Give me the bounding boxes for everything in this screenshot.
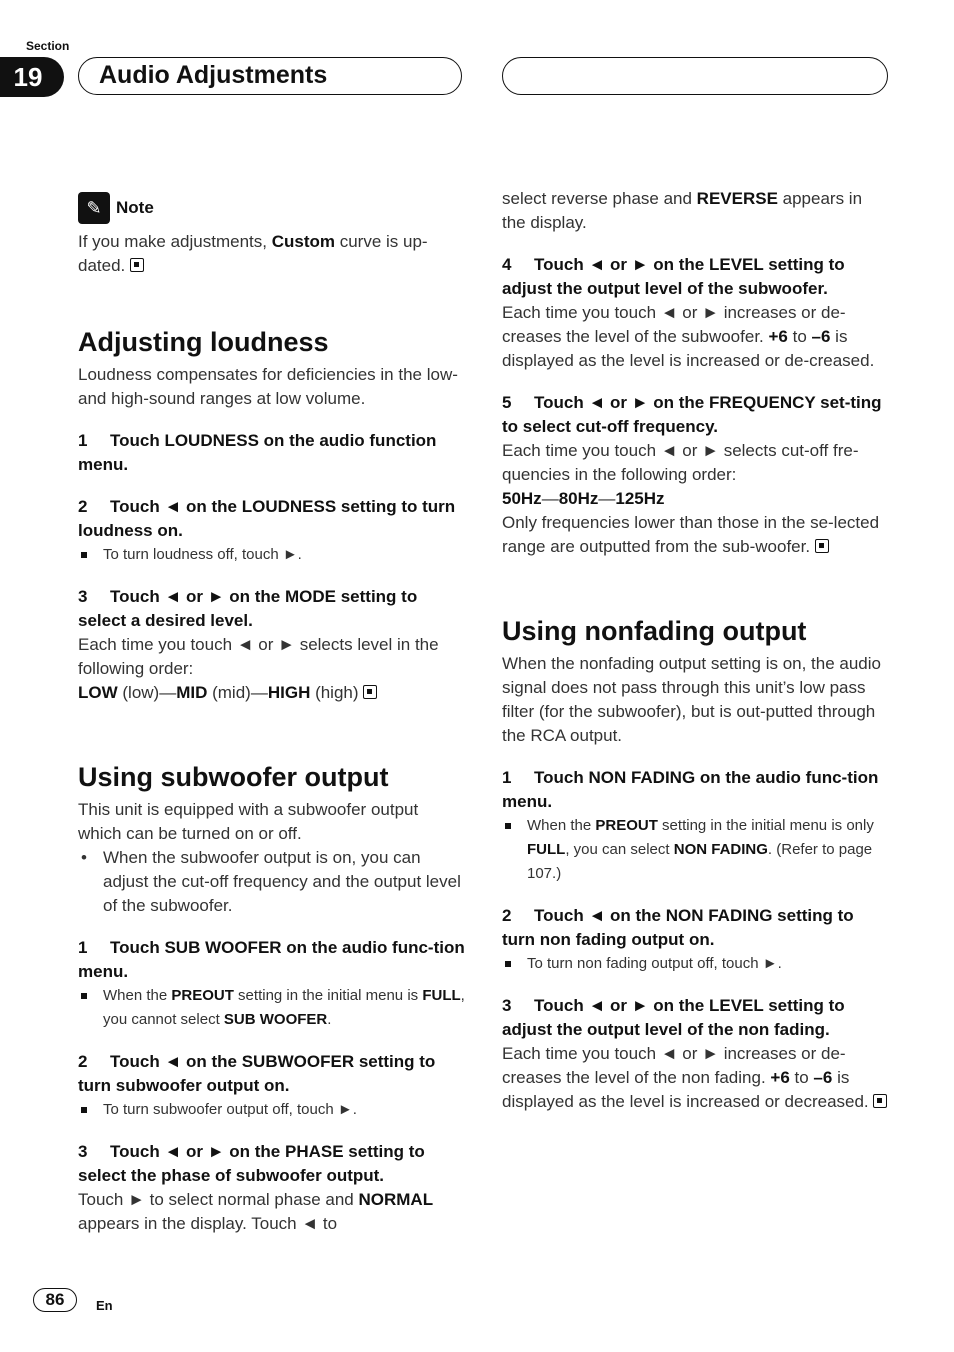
note-part: setting in the initial menu is (233, 987, 423, 1004)
body-part-bold: NORMAL (358, 1190, 434, 1209)
right-column (502, 187, 890, 1114)
freq-125: 125Hz (615, 489, 665, 508)
subwoofer-step-2 (78, 1050, 466, 1098)
loudness-step-2-bullet: To turn loudness off, touch ►. (78, 543, 466, 567)
freq-separator: — (541, 489, 559, 508)
note-part-bold: SUB WOOFER (223, 1011, 328, 1028)
nonfading-step-3 (502, 994, 890, 1042)
body-part: Each time you touch ◄ or ► increases or de-creases the level of the non fading. (502, 1044, 846, 1087)
language-label: En (96, 1298, 113, 1313)
note-part-bold: FULL (527, 841, 566, 858)
note-part: . (Refer to page 107.) (527, 841, 873, 882)
subwoofer-intro: This unit is equipped with a subwoofer output which can be turned on or off. (78, 800, 419, 843)
end-mark-icon (815, 539, 829, 553)
step-text: Touch ◄ on the LOUDNESS setting to turn loudness on. (78, 497, 456, 540)
end-mark-icon (873, 1094, 887, 1108)
loudness-level-order (78, 681, 466, 705)
body-part: Only frequencies lower than those in the se-lected range are outputted from the sub-woofer. (502, 513, 880, 556)
section-label: Section (26, 39, 70, 53)
step-number: 3 (78, 587, 88, 606)
loudness-step-1 (78, 429, 466, 477)
level-mid: MID (176, 683, 208, 702)
step-number: 5 (502, 393, 512, 412)
step-number: 3 (502, 996, 512, 1015)
subwoofer-step-4-body (502, 301, 890, 373)
nonfading-step-2-bullet: To turn non fading output off, touch ►. (502, 952, 890, 976)
step-number: 1 (502, 768, 512, 787)
nonfading-step-3-body (502, 1042, 890, 1114)
end-mark-icon (363, 685, 377, 699)
step-text: Touch ◄ or ► on the FREQUENCY set-ting to select cut-off frequency. (502, 393, 882, 436)
page-number: 86 (33, 1288, 77, 1312)
nonfading-step-1-note (502, 814, 890, 886)
subwoofer-step-5-body: Each time you touch ◄ or ► selects cut-off fre-quencies in the following order: (502, 441, 859, 484)
body-part: appears in the display. (502, 189, 863, 232)
body-part: is displayed as the level is increased or de-creased. (502, 327, 875, 370)
level-mid-desc: (mid)— (207, 683, 268, 702)
subwoofer-bullet: • When the subwoofer output is on, you can adjust the cut-off frequency and the output level of the subwoofer. (78, 846, 466, 918)
body-part: select reverse phase and (502, 189, 697, 208)
note-part-bold: PREOUT (595, 817, 658, 834)
nonfading-intro: When the nonfading output setting is on, the audio signal does not pass through this unit’s low pass filter (for the subwoofer), but is out-putted through the RCA output. (502, 654, 881, 745)
step-number: 2 (78, 497, 88, 516)
step-text: Touch ◄ or ► on the MODE setting to select a desired level. (78, 587, 418, 630)
loudness-step-3 (78, 585, 466, 633)
step-number: 1 (78, 431, 88, 450)
note-text-bold: Custom (271, 232, 335, 251)
header-right-frame (502, 57, 888, 95)
note-part: , you can select (565, 841, 674, 858)
section-number-badge: 19 (0, 57, 64, 97)
note-part: When the (103, 987, 172, 1004)
pencil-icon: ✎ (78, 192, 110, 224)
body-part-bold: +6 (770, 1068, 790, 1087)
body-part-bold: REVERSE (696, 189, 778, 208)
body-part: to (787, 327, 812, 346)
body-part-bold: –6 (811, 327, 831, 346)
body-part: appears in the display. Touch ◄ to (78, 1214, 338, 1233)
freq-separator: — (598, 489, 616, 508)
note-text-suffix: curve is up-dated. (78, 232, 428, 275)
level-high: HIGH (267, 683, 311, 702)
subwoofer-step-1-note (78, 984, 466, 1032)
frequency-order (502, 487, 890, 511)
note-part-bold: NON FADING (673, 841, 768, 858)
loudness-intro: Loudness compensates for deficiencies in the low- and high-sound ranges at low volume. (78, 365, 458, 408)
step-number: 2 (502, 906, 512, 925)
subwoofer-step-5-tail (502, 511, 890, 559)
freq-80: 80Hz (558, 489, 599, 508)
step-number: 3 (78, 1142, 88, 1161)
nonfading-step-2 (502, 904, 890, 952)
section-title: Audio Adjustments (78, 57, 462, 95)
step-text: Touch ◄ or ► on the PHASE setting to select the phase of subwoofer output. (78, 1142, 425, 1185)
step-text: Touch NON FADING on the audio func-tion menu. (502, 768, 879, 811)
note-text (78, 230, 466, 278)
subwoofer-step-4 (502, 253, 890, 301)
step-text: Touch LOUDNESS on the audio function menu. (78, 431, 437, 474)
body-part-bold: +6 (768, 327, 788, 346)
step-text: Touch SUB WOOFER on the audio func-tion menu. (78, 938, 465, 981)
nonfading-step-1 (502, 766, 890, 814)
step-text: Touch ◄ or ► on the LEVEL setting to adjust the output level of the subwoofer. (502, 255, 845, 298)
step-text: Touch ◄ or ► on the LEVEL setting to adjust the output level of the non fading. (502, 996, 845, 1039)
note-part: setting in the initial menu is only (657, 817, 874, 834)
subwoofer-step-1 (78, 936, 466, 984)
loudness-step-2 (78, 495, 466, 543)
subwoofer-step-5 (502, 391, 890, 439)
step-text: Touch ◄ on the NON FADING setting to turn non fading output on. (502, 906, 854, 949)
step-number: 2 (78, 1052, 88, 1071)
note-part-bold: PREOUT (171, 987, 234, 1004)
subwoofer-step-3-body-left (78, 1188, 466, 1236)
freq-50: 50Hz (502, 489, 542, 508)
note-part: When the (527, 817, 596, 834)
body-part-bold: –6 (813, 1068, 833, 1087)
body-part: Touch ► to select normal phase and (78, 1190, 359, 1209)
note-heading (78, 192, 466, 224)
subwoofer-step-3 (78, 1140, 466, 1188)
loudness-heading: Adjusting loudness (78, 327, 329, 357)
subwoofer-heading: Using subwoofer output (78, 762, 389, 792)
step-number: 4 (502, 255, 512, 274)
level-low-desc: (low)— (117, 683, 177, 702)
left-column (78, 192, 466, 1236)
subwoofer-step-2-bullet: To turn subwoofer output off, touch ►. (78, 1098, 466, 1122)
level-high-desc: (high) (310, 683, 364, 702)
end-mark-icon (130, 258, 144, 272)
body-part: to (789, 1068, 814, 1087)
body-part: is displayed as the level is increased or decreased. (502, 1068, 874, 1111)
note-part: , you cannot select (103, 987, 465, 1028)
note-text-prefix: If you make adjustments, (78, 232, 272, 251)
note-box (78, 192, 466, 278)
note-heading-text: Note (116, 198, 154, 217)
body-part: Each time you touch ◄ or ► increases or de-creases the level of the subwoofer. (502, 303, 846, 346)
note-part-bold: FULL (422, 987, 461, 1004)
step-text: Touch ◄ on the SUBWOOFER setting to turn subwoofer output on. (78, 1052, 436, 1095)
nonfading-heading: Using nonfading output (502, 616, 807, 646)
note-part: . (327, 1011, 332, 1028)
step-number: 1 (78, 938, 88, 957)
subwoofer-step-3-body-right (502, 187, 890, 235)
loudness-step-3-body: Each time you touch ◄ or ► selects level in the following order: (78, 635, 439, 678)
level-low: LOW (78, 683, 118, 702)
